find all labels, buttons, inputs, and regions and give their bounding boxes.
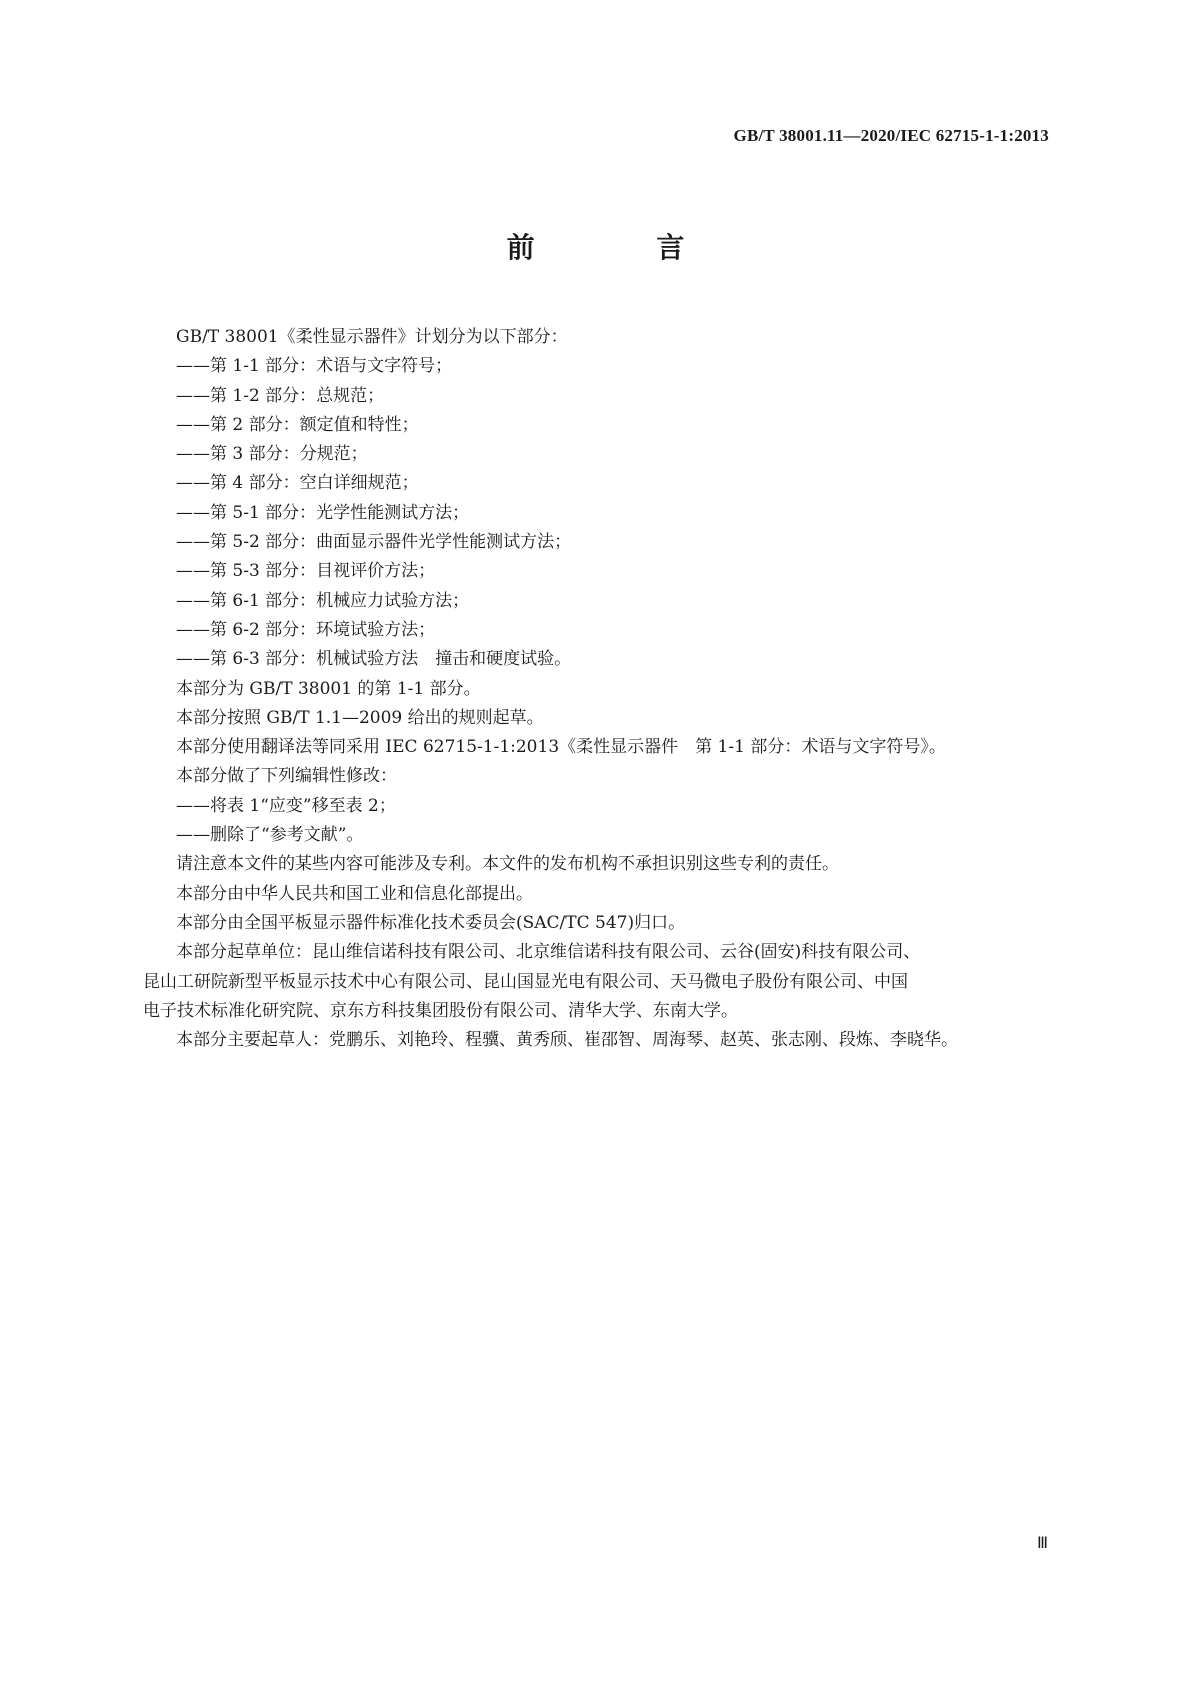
part-list-item: ——第 3 部分：分规范； (176, 444, 368, 465)
page-number: Ⅲ (1036, 1533, 1048, 1552)
drafting-units-line: 昆山工研院新型平板显示技术中心有限公司、昆山国显光电有限公司、天马微电子股份有限公司、中国 (143, 971, 908, 992)
edits-intro-paragraph: 本部分做了下列编辑性修改： (176, 766, 397, 787)
part-list-item: ——第 5-1 部分：光学性能测试方法； (176, 502, 470, 523)
translation-paragraph: 本部分使用翻译法等同采用 IEC 62715-1-1:2013《柔性显示器件 第 1-1 部分：术语与文字符号》。 (176, 737, 946, 758)
edit-list-item: ——删除了“参考文献”。 (176, 825, 364, 846)
part-list-item: ——第 6-2 部分：环境试验方法； (176, 619, 436, 640)
drafting-units-line: 电子技术标准化研究院、京东方科技集团股份有限公司、清华大学、东南大学。 (143, 1000, 738, 1021)
drafters-paragraph: 本部分主要起草人：党鹏乐、刘艳玲、程骥、黄秀颀、崔邵智、周海琴、赵英、张志刚、段炼、李晓华。 (176, 1030, 958, 1051)
part-list-item: ——第 2 部分：额定值和特性； (176, 414, 419, 435)
part-of-paragraph: 本部分为 GB/T 38001 的第 1-1 部分。 (176, 678, 481, 699)
part-list-item: ——第 4 部分：空白详细规范； (176, 473, 419, 494)
standard-code-header: GB/T 38001.11—2020/IEC 62715-1-1:2013 (733, 126, 1049, 145)
foreword-body (143, 323, 1063, 1055)
part-list-item: ——第 5-3 部分：目视评价方法； (176, 561, 436, 582)
drafting-units-line: 本部分起草单位：昆山维信诺科技有限公司、北京维信诺科技有限公司、云谷(固安)科技有限公司、 (176, 942, 921, 963)
part-list-item: ——第 6-1 部分：机械应力试验方法； (176, 590, 470, 611)
part-list-item: ——第 1-1 部分：术语与文字符号； (176, 356, 453, 377)
intro-paragraph: GB/T 38001《柔性显示器件》计划分为以下部分： (176, 327, 568, 347)
part-list-item: ——第 6-3 部分：机械试验方法 撞击和硬度试验。 (176, 649, 572, 670)
patent-notice-paragraph: 请注意本文件的某些内容可能涉及专利。本文件的发布机构不承担识别这些专利的责任。 (176, 854, 839, 875)
part-list-item: ——第 5-2 部分：曲面显示器件光学性能测试方法； (176, 532, 572, 553)
edit-list-item: ——将表 1“应变”移至表 2； (176, 795, 396, 816)
management-paragraph: 本部分由全国平板显示器件标准化技术委员会(SAC/TC 547)归口。 (176, 912, 686, 933)
part-list-item: ——第 1-2 部分：总规范； (176, 385, 385, 406)
drafting-rules-paragraph: 本部分按照 GB/T 1.1—2009 给出的规则起草。 (176, 707, 544, 728)
proposer-paragraph: 本部分由中华人民共和国工业和信息化部提出。 (176, 883, 533, 904)
page-title: 前 言 (506, 231, 741, 264)
